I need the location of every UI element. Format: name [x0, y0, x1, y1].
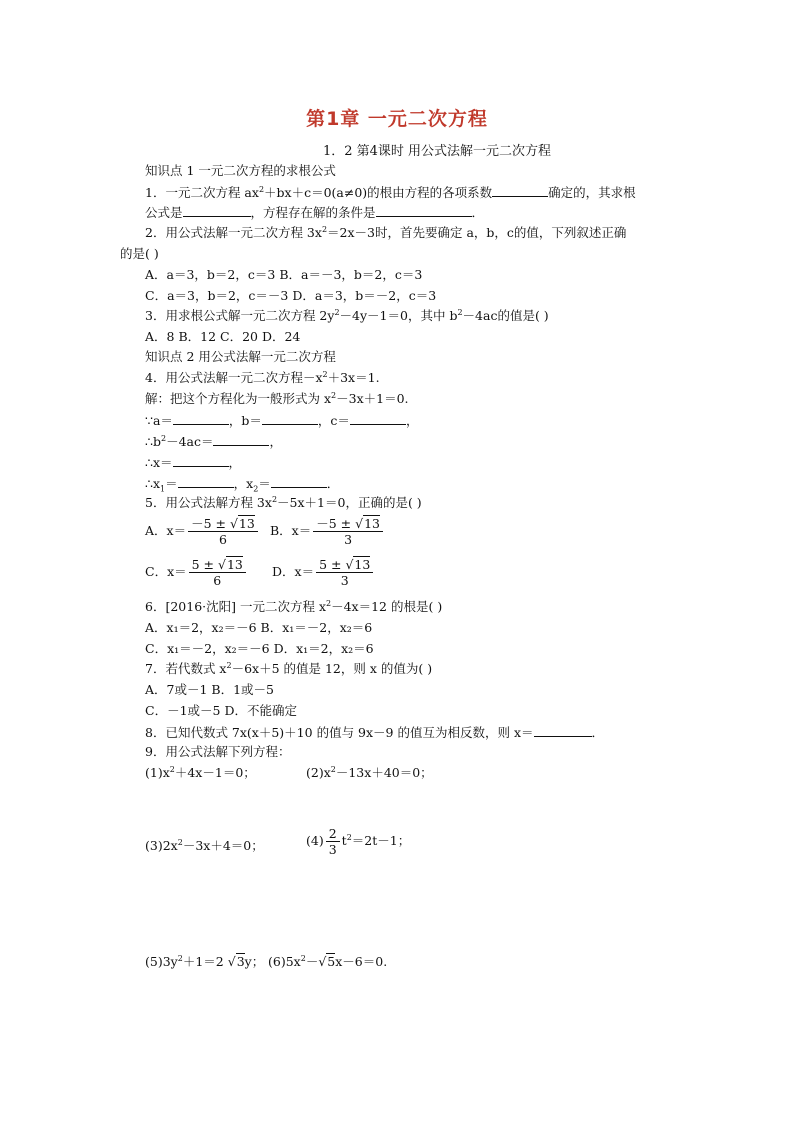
q9-exp: 2	[346, 832, 352, 842]
q5-den: 6	[218, 532, 227, 547]
q5-option-label: B．x＝	[270, 523, 312, 538]
question-9-part-5	[145, 954, 264, 970]
question-8	[145, 724, 604, 741]
q1-text: 公式是	[145, 205, 183, 220]
q9-text: x－6＝0.	[335, 954, 388, 969]
question-9: 9．用公式法解下列方程：	[145, 744, 291, 759]
question-9-part-3	[145, 838, 264, 854]
sqrt-sign: √	[227, 954, 236, 969]
q9-text: ＝2t－1；	[351, 833, 411, 848]
question-9-part-2	[306, 765, 433, 781]
q5-exp: 2	[271, 494, 278, 504]
q2-text: ＝2x－3时，首先要确定 a，b，c的值，下列叙述正确	[327, 225, 627, 240]
q9-text: (1)x	[145, 765, 170, 780]
q6-text: －4x＝12 的根是( )	[331, 599, 443, 614]
q5-radicand: 13	[226, 557, 243, 572]
question-4	[145, 370, 380, 386]
q5-fraction	[188, 516, 258, 547]
q9-text: t	[341, 833, 347, 848]
q4-exp: 2	[331, 390, 337, 400]
q1-text: 1．一元二次方程 ax	[145, 185, 259, 200]
question-6-options-ab[interactable]: A．x₁＝2，x₂＝－6 B．x₁＝－2，x₂＝6	[145, 620, 373, 635]
q9-text: －13x＋40＝0；	[335, 765, 433, 780]
q9-exp: 2	[177, 837, 183, 847]
question-5-option-a[interactable]	[145, 516, 260, 547]
q4-exp: 2	[322, 369, 328, 379]
q9-text: －3x＋4＝0；	[182, 838, 264, 853]
q9-exp: 2	[330, 764, 336, 774]
lesson-title: 1．2 第4课时 用公式法解一元二次方程	[322, 144, 552, 159]
q5-option-label: D．x＝	[272, 564, 315, 579]
q5-num: －5 ±	[191, 516, 230, 531]
question-9-part-4	[306, 826, 410, 857]
question-7	[145, 661, 432, 677]
q4-blank-x1[interactable]	[178, 475, 234, 488]
q4-text: ＝	[258, 476, 271, 491]
question-7-options-cd[interactable]: C．－1或－5 D．不能确定	[145, 703, 297, 718]
q4-text: ，x	[233, 476, 254, 491]
q3-text: －4y－1＝0，其中 b	[339, 308, 458, 323]
q5-den: 6	[213, 573, 222, 588]
q8-blank[interactable]	[534, 724, 592, 737]
q9-4-fraction	[326, 826, 340, 857]
q9-4-num: 2	[326, 826, 340, 842]
q3-exp: 2	[334, 307, 340, 317]
question-6-options-cd[interactable]: C．x₁＝－2，x₂＝－6 D．x₁＝2，x₂＝6	[145, 641, 374, 656]
q1-text: ．	[471, 205, 485, 220]
q4-text: ．	[326, 476, 340, 491]
q4-text: 解：把这个方程化为一般形式为 x	[145, 391, 332, 406]
q5-option-label: A．x＝	[145, 523, 187, 538]
q9-text: y；	[244, 954, 265, 969]
q1-exp: 2	[258, 184, 265, 194]
q9-text: (2)x	[306, 765, 331, 780]
q3-text: 3．用求根公式解一元二次方程 2y	[145, 308, 335, 323]
q1-blank-2[interactable]	[183, 204, 251, 217]
q1-text: ，方程存在解的条件是	[250, 205, 376, 220]
q1-text: ＋bx＋c＝0(a≠0)的根由方程的各项系数	[264, 185, 493, 200]
q1-blank-1[interactable]	[492, 184, 548, 197]
q9-text: ＋4x－1＝0；	[174, 765, 256, 780]
q9-text: (4)	[306, 833, 324, 848]
q1-text: 确定的，其求根	[548, 185, 636, 200]
q9-radicand: 3	[236, 954, 245, 969]
question-5-option-b[interactable]	[270, 516, 385, 547]
sqrt-sign: √	[355, 516, 364, 531]
question-1-line-1	[145, 184, 636, 201]
q4-blank-x2[interactable]	[271, 475, 327, 488]
q4-text: ，	[405, 413, 419, 428]
question-2-options-cd[interactable]: C．a＝3，b＝2，c＝－3 D．a＝3，b＝－2，c＝3	[145, 288, 437, 303]
sqrt-sign: √	[229, 516, 238, 531]
q7-text: 7．若代数式 x	[145, 661, 227, 676]
q4-text: ＋3x＝1.	[327, 370, 380, 385]
q4-text: ，	[228, 455, 242, 470]
q6-text: 6．[2016·沈阳] 一元二次方程 x	[145, 599, 326, 614]
question-2-line-1	[145, 225, 626, 241]
q5-text: 5．用公式法解方程 3x	[145, 495, 272, 510]
q5-num: 5 ±	[319, 557, 346, 572]
q4-text: ，c＝	[317, 413, 350, 428]
q7-text: －6x＋5 的值是 12，则 x 的值为( )	[231, 661, 433, 676]
q4-text: －3x＋1＝0.	[336, 391, 409, 406]
q5-radicand: 13	[364, 516, 380, 531]
q9-exp: 2	[177, 953, 183, 963]
q5-num: －5 ±	[316, 516, 356, 531]
q2-exp: 2	[321, 224, 328, 234]
question-4-solution	[145, 391, 409, 407]
q9-4-den: 3	[328, 842, 337, 857]
q3-text: －4ac的值是( )	[462, 308, 549, 323]
question-4-x	[145, 454, 241, 471]
q4-blank-x[interactable]	[173, 454, 229, 467]
q4-text: －4ac＝	[166, 434, 214, 449]
question-5	[145, 495, 422, 511]
q4-blank-a[interactable]	[173, 412, 229, 425]
q1-blank-3[interactable]	[376, 204, 472, 217]
question-4-coefficients	[145, 412, 418, 429]
q4-blank-b[interactable]	[262, 412, 318, 425]
question-5-option-c[interactable]	[145, 557, 248, 588]
q9-text: (3)2x	[145, 838, 178, 853]
chapter-title: 第1章 一元二次方程	[306, 108, 488, 130]
knowledge-point-2: 知识点 2 用公式法解一元二次方程	[145, 349, 336, 364]
q5-den: 3	[340, 573, 349, 588]
q9-exp: 2	[300, 953, 306, 963]
q5-option-label: C．x＝	[145, 564, 187, 579]
q5-den: 3	[344, 532, 353, 547]
question-7-options-ab[interactable]: A．7或－1 B．1或－5	[145, 682, 274, 697]
question-5-option-d[interactable]	[272, 557, 375, 588]
question-2-line-2: 的是( )	[120, 246, 159, 261]
question-9-part-1	[145, 765, 256, 781]
q4-text: ，b＝	[228, 413, 262, 428]
q4-text: ＝	[165, 476, 178, 491]
q5-radicand: 13	[354, 557, 371, 572]
question-2-options-ab[interactable]: A．a＝3，b＝2，c＝3 B．a＝－3，b＝2，c＝3	[145, 267, 423, 282]
q4-text: ，	[269, 434, 282, 449]
q8-text: 8．已知代数式 7x(x＋5)＋10 的值与 9x－9 的值互为相反数，则 x＝	[145, 725, 534, 740]
q3-exp: 2	[457, 307, 463, 317]
q9-text: －	[305, 954, 319, 969]
question-6	[145, 599, 442, 615]
q4-text: ∵a＝	[145, 413, 173, 428]
question-4-roots	[145, 475, 339, 492]
q4-text: ∴b	[145, 434, 161, 449]
q5-radicand: 13	[238, 516, 255, 531]
q4-text: ∴x＝	[145, 455, 173, 470]
q4-text: ∴x	[145, 476, 161, 491]
q8-text: ．	[591, 725, 605, 740]
sqrt-sign: √	[345, 557, 354, 572]
question-4-discriminant	[145, 433, 282, 450]
q4-text: 4．用公式法解一元二次方程－x	[145, 370, 323, 385]
question-3	[145, 308, 549, 324]
question-3-options[interactable]: A．8 B．12 C．20 D．24	[145, 329, 301, 344]
q6-exp: 2	[326, 598, 332, 608]
q5-fraction	[313, 516, 383, 547]
q2-text: 2．用公式法解一元二次方程 3x	[145, 225, 322, 240]
q9-exp: 2	[169, 764, 175, 774]
q9-text: (5)3y	[145, 954, 178, 969]
sqrt-sign: √	[218, 557, 226, 572]
q9-radicand: 5	[327, 954, 336, 969]
q4-blank-disc[interactable]	[213, 433, 269, 446]
q9-text: ＋1＝2	[182, 954, 224, 969]
question-9-part-6	[268, 954, 387, 970]
q5-num: 5 ±	[191, 557, 218, 572]
question-1-line-2	[145, 204, 484, 221]
q5-text: －5x＋1＝0，正确的是( )	[277, 495, 422, 510]
q5-fraction	[189, 557, 246, 588]
knowledge-point-1: 知识点 1 一元二次方程的求根公式	[145, 163, 336, 178]
q7-exp: 2	[226, 660, 232, 670]
q4-blank-c[interactable]	[350, 412, 406, 425]
q4-sub: 1	[160, 484, 166, 494]
sqrt-sign: √	[318, 954, 327, 969]
q4-exp: 2	[160, 433, 167, 443]
q4-sub: 2	[253, 484, 259, 494]
q9-text: (6)5x	[268, 954, 301, 969]
q5-fraction	[316, 557, 373, 588]
